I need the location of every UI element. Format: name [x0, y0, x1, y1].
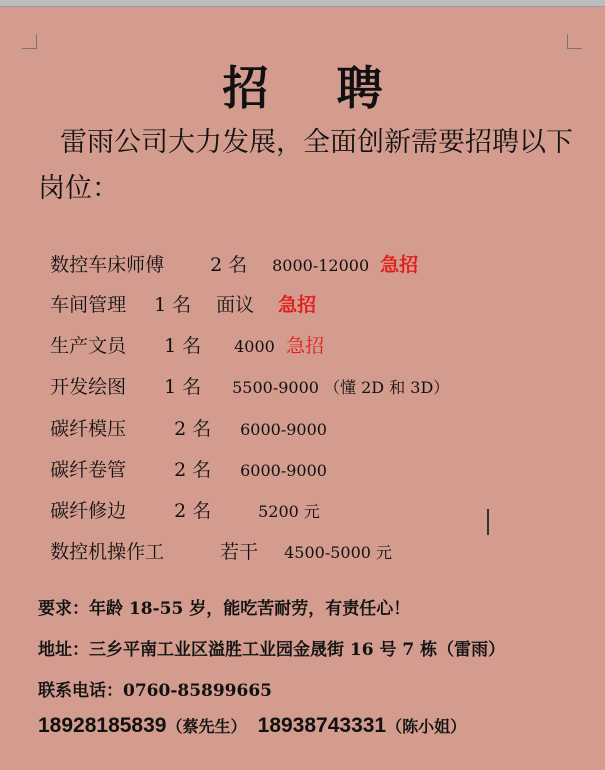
job-count: 2 名: [174, 500, 212, 522]
job-row: [38, 342, 450, 398]
job-name: 碳纤模压: [50, 418, 127, 440]
job-name: 车间管理: [50, 294, 127, 316]
job-count: 2 名: [174, 459, 212, 481]
job-pay: 6000-9000: [240, 461, 327, 480]
job-name: 碳纤卷管: [50, 459, 127, 481]
job-name: 数控机操作工: [50, 541, 165, 563]
contact-name: （陈小姐）: [386, 717, 467, 736]
urgent-tag: 急招: [278, 294, 317, 316]
job-count: 1 名: [164, 376, 202, 398]
contact-line: [38, 714, 466, 738]
job-name: 碳纤修边: [50, 500, 127, 522]
urgent-tag: 急招: [286, 335, 325, 357]
job-row: [38, 384, 327, 440]
job-row: [38, 260, 317, 316]
page-corner-mark-right: [567, 34, 582, 49]
job-count: 2 名: [210, 254, 248, 276]
job-count: 2 名: [174, 418, 212, 440]
urgent-tag: 急招: [380, 254, 419, 276]
contact-number: 18928185839: [38, 714, 167, 737]
phone-text: 联系电话：0760-85899665: [38, 681, 272, 701]
job-count: 若干: [220, 541, 259, 563]
job-row: [38, 301, 325, 357]
job-pay: 面议: [216, 294, 255, 316]
job-row: [38, 220, 419, 276]
job-name: 开发绘图: [50, 376, 127, 398]
contact-name: （蔡先生）: [166, 717, 247, 736]
job-pay: 4000: [234, 337, 275, 356]
job-count: 1 名: [164, 335, 202, 357]
page-corner-mark-left: [22, 34, 37, 49]
address-text: 地址：三乡平南工业区溢胜工业园金晟街 16 号 7 栋（雷雨）: [38, 640, 506, 660]
job-name: 数控车床师傅: [50, 254, 165, 276]
job-row: [38, 466, 320, 522]
job-pay: 5500-9000 （懂 2D 和 3D）: [232, 378, 450, 397]
requirement-text: 要求：年龄 18-55 岁，能吃苦耐劳，有责任心！: [38, 599, 411, 619]
window-top-bar: [0, 0, 605, 7]
job-row: [38, 507, 393, 563]
page-title: 招 聘: [222, 61, 409, 115]
contact-number: 18938743331: [257, 714, 387, 737]
job-pay: 5200 元: [258, 502, 320, 521]
job-pay: 6000-9000: [240, 420, 327, 439]
text-cursor[interactable]: [487, 509, 489, 535]
job-name: 生产文员: [50, 335, 127, 357]
job-row: [38, 425, 327, 481]
intro-text: 雷雨公司大力发展，全面创新需要招聘以下岗位：: [38, 127, 573, 204]
job-pay: 8000-12000: [272, 256, 370, 275]
job-pay: 4500-5000 元: [284, 543, 393, 562]
job-count: 1 名: [154, 294, 192, 316]
